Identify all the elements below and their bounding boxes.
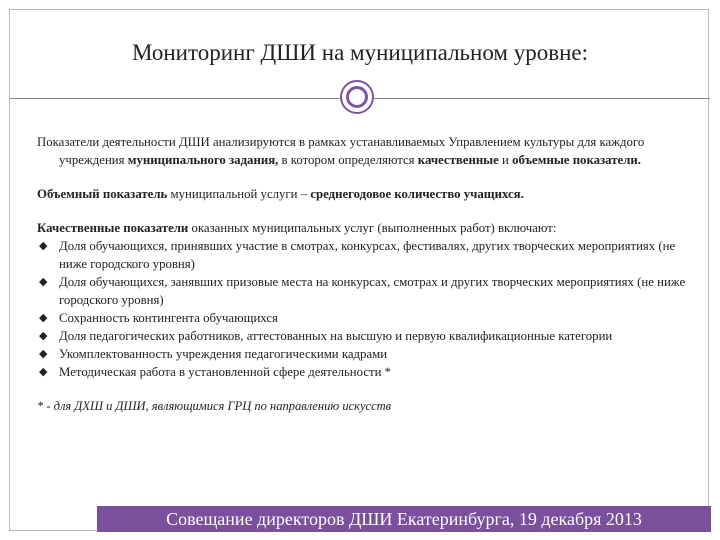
list-item: ◆ Доля обучающихся, занявших призовые места на конкурсах, смотрах и других творческих мероприятиях (не ниже городского уровня) <box>39 275 686 307</box>
volume-bold-value: среднегодовое количество учащихся. <box>310 187 524 201</box>
page-title: Мониторинг ДШИ на муниципальном уровне: <box>132 40 588 65</box>
footer-banner: Совещание директоров ДШИ Екатеринбурга, 19 декабря 2013 <box>97 506 711 532</box>
quality-bold-label: Качественные показатели <box>37 221 189 235</box>
diamond-bullet-icon: ◆ <box>39 330 48 342</box>
intro-text: Показатели деятельности ДШИ анализируются в рамках устанавливаемых Управлением культуры для каждого учреждения <box>37 135 645 167</box>
footnote: * - для ДХШ и ДШИ, являющимися ГРЦ по направлению искусств <box>37 399 392 413</box>
ring-ornament-icon <box>340 80 374 114</box>
quality-list <box>37 237 697 381</box>
intro-bold-quality: качественные <box>417 153 499 167</box>
volume-paragraph <box>37 185 697 203</box>
list-item: ◆ Доля обучающихся, принявших участие в смотрах, конкурсах, фестивалях, других творческих мероприятиях (не ниже городского уровня) <box>39 239 676 271</box>
intro-bold-volume: объемные показатели. <box>512 153 641 167</box>
quality-text: оказанных муниципальных услуг (выполненных работ) включают: <box>188 221 557 235</box>
intro-text-2: в котором определяются <box>278 153 418 167</box>
intro-bold-municipal-task: муниципального задания, <box>127 153 279 167</box>
diamond-bullet-icon: ◆ <box>39 366 48 378</box>
volume-bold-label: Объемный показатель <box>37 187 168 201</box>
diamond-bullet-icon: ◆ <box>39 348 48 360</box>
diamond-bullet-icon: ◆ <box>39 276 48 288</box>
diamond-bullet-icon: ◆ <box>39 312 48 324</box>
intro-paragraph <box>37 133 697 169</box>
slide-content <box>37 133 697 415</box>
list-item: ◆ Сохранность контингента обучающихся <box>39 311 278 325</box>
list-item: ◆ Методическая работа в установленной сфере деятельности * <box>39 365 392 379</box>
volume-text: муниципальной услуги – <box>167 187 311 201</box>
quality-paragraph <box>37 219 697 237</box>
diamond-bullet-icon: ◆ <box>39 240 48 252</box>
list-item: ◆ Доля педагогических работников, аттестованных на высшую и первую квалификационные категории <box>39 329 613 343</box>
intro-text-3: и <box>498 153 513 167</box>
list-item: ◆ Укомплектованность учреждения педагогическими кадрами <box>39 347 388 361</box>
